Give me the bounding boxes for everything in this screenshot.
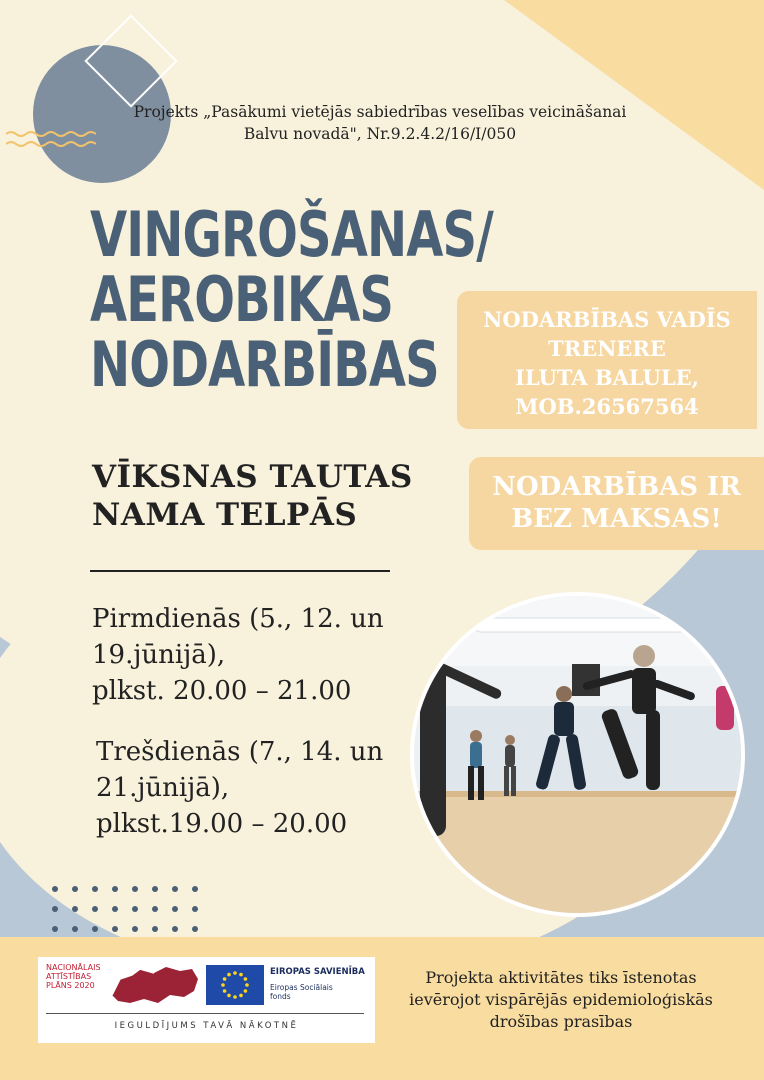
- project-line-2: Balvu novadā", Nr.9.2.4.2/16/I/050: [243, 125, 517, 143]
- funding-logos: [38, 957, 375, 1043]
- schedule-dates: 21.jūnijā),: [96, 773, 230, 803]
- eu-fund: [270, 983, 360, 1001]
- schedule-day: Pirmdienās (5., 12. un: [92, 604, 384, 634]
- divider: [90, 570, 390, 572]
- nap-line-2: ATTĪSTĪBAS: [46, 972, 92, 981]
- page-title: [90, 198, 493, 401]
- free-line-1: NODARBĪBAS IR: [492, 472, 741, 502]
- footer-note-line-1: Projekta aktivitātes tiks īstenotas: [425, 968, 697, 987]
- title-line-2: AEROBIKAS: [90, 263, 394, 336]
- title-line-3: NODARBĪBAS: [90, 328, 439, 401]
- logo-divider: [46, 1013, 364, 1014]
- nap-logo-text: [46, 963, 108, 990]
- eu-fund-line-1: Eiropas Sociālais: [270, 983, 333, 992]
- free-line-2: BEZ MAKSAS!: [511, 504, 722, 534]
- aerobics-class-illustration: [414, 596, 741, 913]
- trainer-info-box: [457, 291, 757, 429]
- project-header: [100, 101, 660, 145]
- footer-note: [386, 967, 736, 1033]
- schedule-monday: [92, 601, 422, 709]
- trainer-phone: MOB.26567564: [515, 394, 699, 419]
- eu-title: EIROPAS SAVIENĪBA: [270, 967, 365, 977]
- footer-note-line-2: ievērojot vispārējās epidemioloģiskās: [409, 990, 713, 1009]
- free-of-charge-box: [469, 457, 764, 550]
- eu-fund-line-2: fonds: [270, 992, 291, 1001]
- nap-line-3: PLĀNS 2020: [46, 981, 95, 990]
- schedule-wednesday: [96, 734, 426, 842]
- nap-line-1: NACIONĀLAIS: [46, 963, 101, 972]
- decorative-wave: [6, 128, 96, 152]
- logo-slogan: IEGULDĪJUMS TAVĀ NĀKOTNĒ: [114, 1021, 299, 1031]
- footer-note-line-3: drošības prasības: [489, 1012, 633, 1031]
- venue-heading: [92, 458, 422, 534]
- trainer-line-3: ILUTA BALULE,: [515, 365, 699, 390]
- venue-line-2: NAMA TELPĀS: [92, 497, 358, 533]
- aerobics-class-photo: [410, 592, 745, 917]
- schedule-day: Trešdienās (7., 14. un: [96, 737, 384, 767]
- trainer-line-1: NODARBĪBAS VADĪS: [483, 307, 731, 332]
- eu-flag-icon: [206, 965, 264, 1005]
- schedule-time: plkst.19.00 – 20.00: [96, 809, 348, 839]
- trainer-line-2: TRENERE: [548, 336, 666, 361]
- venue-line-1: VĪKSNAS TAUTAS: [92, 459, 413, 495]
- background-yellow-corner: [504, 0, 764, 190]
- schedule-dates: 19.jūnijā),: [92, 640, 226, 670]
- latvia-map-icon: [110, 965, 200, 1007]
- project-line-1: Projekts „Pasākumi vietējās sabiedrības veselības veicināšanai: [133, 103, 627, 121]
- schedule-time: plkst. 20.00 – 21.00: [92, 676, 352, 706]
- title-line-1: VINGROŠANAS/: [90, 198, 493, 271]
